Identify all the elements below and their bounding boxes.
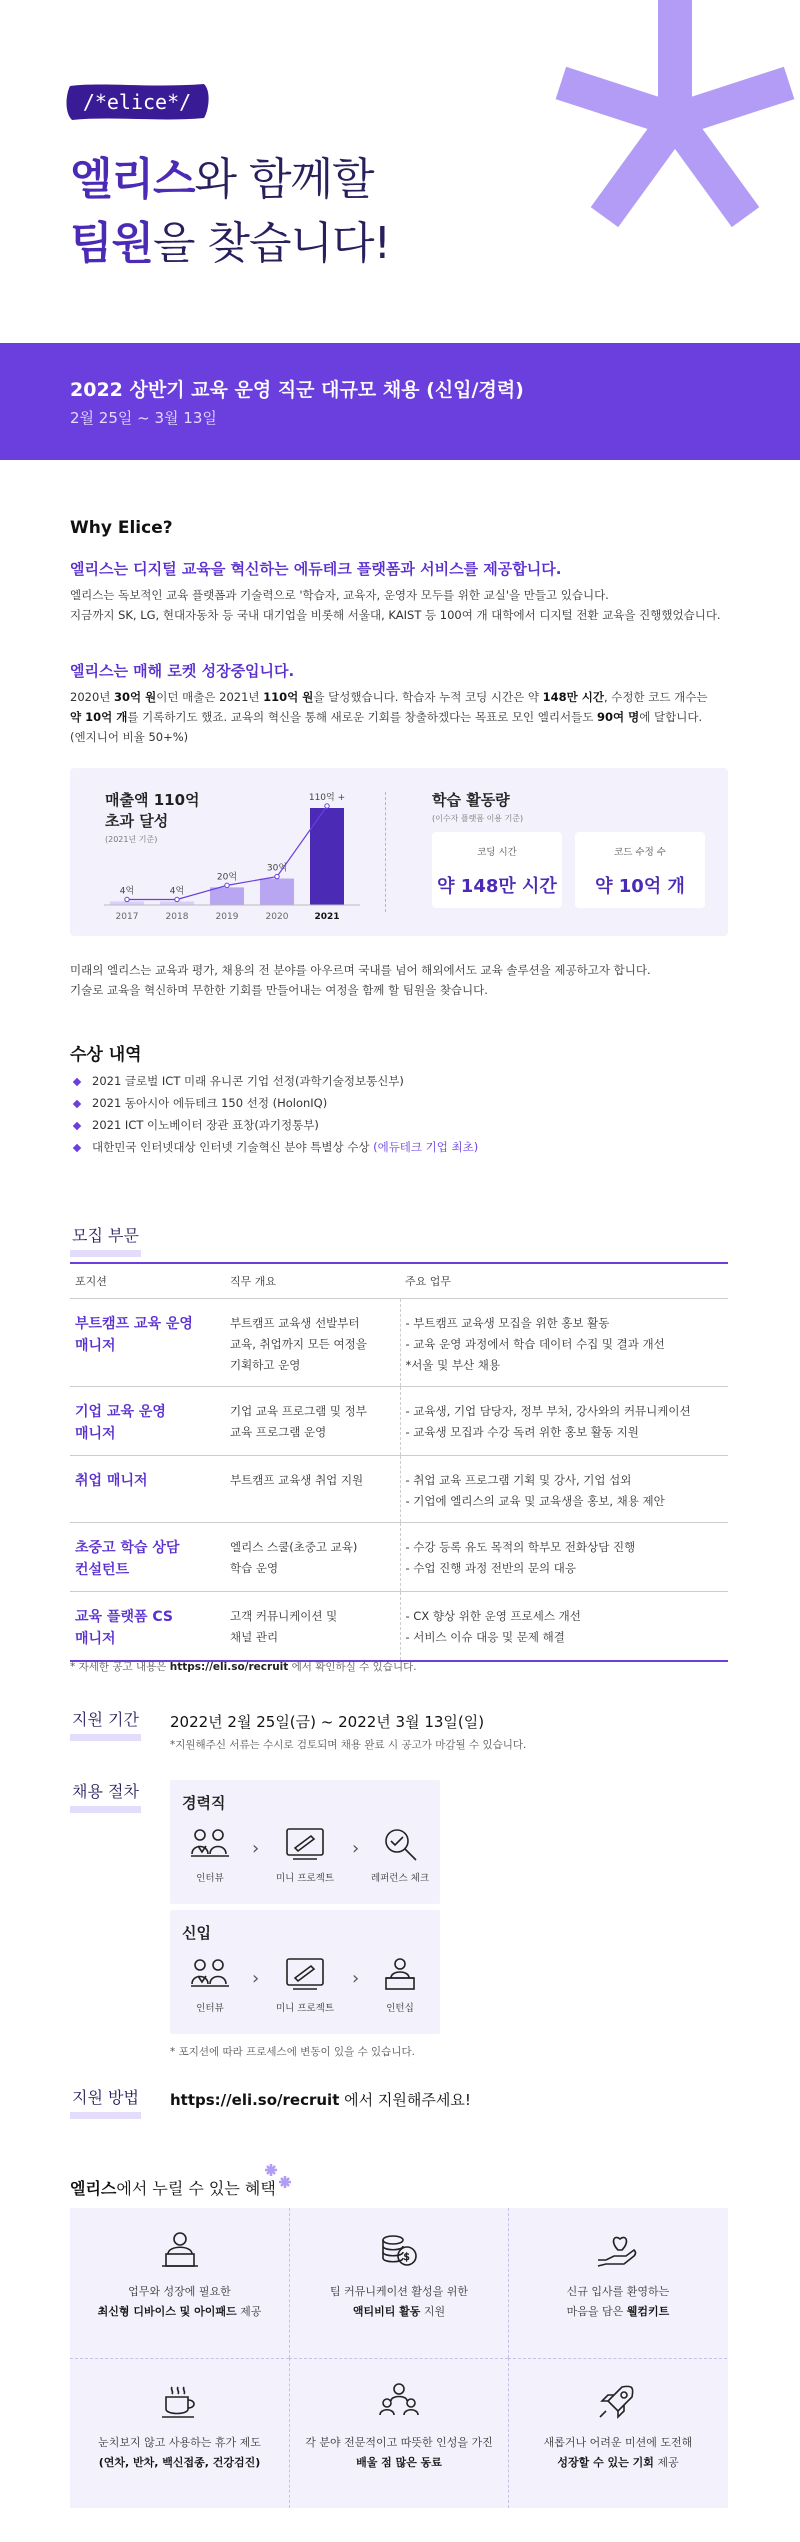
hero-title-em2: 팀원	[70, 218, 154, 269]
chart-point	[225, 883, 229, 887]
why-p2-title: 엘리스는 매해 로켓 성장중입니다.	[70, 662, 295, 680]
why-heading: Why Elice?	[70, 518, 173, 538]
chevron-right-icon: ›	[252, 1838, 260, 1859]
coding-time-box	[432, 832, 562, 908]
role-position: 기업 교육 운영 매니저	[70, 1387, 225, 1456]
award-item: 2021 글로벌 ICT 미래 유니콘 기업 선정(과학기술정보통신부)	[74, 1070, 478, 1092]
role-duties: - CX 향상 위한 운영 프로세스 개선 - 서비스 이슈 대응 및 문제 해결	[400, 1592, 728, 1662]
why-p2-body: 2020년 30억 원이던 매출은 2021년 110억 원을 달성했습니다. 학습자 누적 코딩 시간은 약 148만 시간, 수정한 코드 개수는 약 10억 개를 기록하기도 했죠. 교육의 혁신을 통해 새로운 기회를 창출하겠다는 목표로 모인 엘리서들도 90여 명에 달합니다. (엔지니어 비율 50+%)	[70, 690, 708, 744]
table-row	[70, 1387, 728, 1456]
svg-text:$: $	[403, 2252, 410, 2263]
reference-check-icon	[380, 1826, 420, 1862]
col-position: 포지션	[70, 1263, 225, 1299]
role-overview: 엘리스 스쿨(초중고 교육) 학습 운영	[225, 1523, 400, 1592]
diamond-bullet-icon	[73, 1143, 81, 1151]
chart-data-label: 30억	[266, 863, 288, 874]
chart-point	[275, 874, 279, 878]
diamond-bullet-icon	[73, 1121, 81, 1129]
hero-title-em: 엘리스	[70, 154, 195, 205]
col-duty: 주요 업무	[400, 1263, 728, 1299]
process-newcomer-title: 신입	[182, 1924, 211, 1942]
chart-tick-label: 2019	[215, 912, 239, 922]
team-icon	[377, 2381, 421, 2421]
roles-heading: 모집 부문	[70, 1226, 141, 1257]
rocket-icon	[596, 2381, 640, 2421]
table-row	[70, 1523, 728, 1592]
period-heading: 지원 기간	[70, 1710, 141, 1741]
role-duties: - 부트캠프 교육생 모집을 위한 홍보 활동 - 교육 운영 과정에서 학습 데이터 수집 및 결과 개선 *서울 및 부산 채용	[400, 1299, 728, 1387]
role-overview: 부트캠프 교육생 선발부터 교육, 취업까지 모든 여정을 기획하고 운영	[225, 1299, 400, 1387]
hero-title-rest2: 을 찾습니다!	[153, 218, 391, 269]
process-experienced-title: 경력직	[182, 1794, 226, 1812]
chevron-right-icon: ›	[352, 1838, 360, 1859]
chart-data-label: 4억	[119, 886, 135, 897]
table-row	[70, 1299, 728, 1387]
chart-tick-label: 2020	[265, 912, 289, 922]
awards-heading: 수상 내역	[70, 1045, 142, 1065]
coffee-icon	[158, 2381, 202, 2421]
diamond-bullet-icon	[73, 1077, 81, 1085]
laptop-user-icon	[158, 2230, 202, 2270]
chart-tick-label: 2021	[314, 912, 340, 922]
award-item: 2021 동아시아 에듀테크 150 선정 (HolonIQ)	[74, 1092, 478, 1114]
chart-data-label: 110억 +	[308, 793, 346, 803]
chart-point	[125, 897, 129, 901]
banner-date: 2월 25일 ~ 3월 13일	[70, 409, 217, 427]
asterisk-decoration-icon	[555, 0, 795, 230]
chart-point	[325, 804, 329, 808]
recruit-link[interactable]: https://eli.so/recruit	[169, 1661, 289, 1673]
interview-icon	[190, 1826, 230, 1862]
table-row	[70, 1456, 728, 1523]
award-item: 대한민국 인터넷대상 인터넷 기술혁신 분야 특별상 수상 (에듀테크 기업 최초)	[74, 1136, 478, 1158]
code-edit-label: 코드 수정 수	[614, 847, 666, 858]
process-heading: 채용 절차	[70, 1782, 141, 1813]
code-edit-box	[575, 832, 705, 908]
chart-tick-label: 2018	[165, 912, 189, 922]
chart-data-label: 20억	[216, 872, 238, 883]
coding-time-value: 약 148만 시간	[437, 876, 557, 897]
role-position: 부트캠프 교육 운영 매니저	[70, 1299, 225, 1387]
benefits-heading: 엘리스에서 누릴 수 있는 혜택	[70, 2179, 276, 2198]
coding-time-label: 코딩 시간	[477, 847, 517, 858]
coins-icon	[377, 2230, 421, 2270]
benefit-item: 눈치보지 않고 사용하는 휴가 제도 (연차, 반차, 백신접종, 건강검진)	[70, 2358, 289, 2508]
benefit-item: $ 팀 커뮤니케이션 활성을 위한 액티비티 활동 지원	[289, 2208, 508, 2358]
mini-project-icon	[283, 1826, 327, 1862]
role-overview: 기업 교육 프로그램 및 정부 교육 프로그램 운영	[225, 1387, 400, 1456]
revenue-sub: (2021년 기준)	[105, 835, 158, 844]
roles-table	[70, 1262, 728, 1662]
role-duties: - 취업 교육 프로그램 기획 및 강사, 기업 섭외 - 기업에 엘리스의 교육 및 교육생을 홍보, 채용 제안	[400, 1456, 728, 1523]
banner-title: 2022 상반기 교육 운영 직군 대규모 채용 (신입/경력)	[70, 379, 524, 401]
sparkle-icon	[263, 2162, 293, 2192]
mini-project-icon	[283, 1956, 327, 1992]
step-interview: 인터뷰	[170, 1826, 250, 1884]
role-position: 초중고 학습 상담 컨설턴트	[70, 1523, 225, 1592]
code-edit-value: 약 10억 개	[595, 876, 685, 897]
hero-title-rest: 와 함께할	[194, 154, 374, 205]
period-note: *지원해주신 서류는 수시로 검토되며 채용 완료 시 공고가 마감될 수 있습니다.	[170, 1739, 527, 1751]
role-overview: 부트캠프 교육생 취업 지원	[225, 1456, 400, 1523]
table-row	[70, 1592, 728, 1662]
benefit-item: 새롭거나 어려운 미션에 도전해 성장할 수 있는 기회 제공	[508, 2358, 727, 2508]
revenue-chart	[100, 780, 365, 930]
role-position: 교육 플랫폼 CS 매니저	[70, 1592, 225, 1662]
why-p1-title: 엘리스는 디지털 교육을 혁신하는 에듀테크 플랫폼과 서비스를 제공합니다.	[70, 560, 562, 578]
stats-divider	[385, 792, 386, 912]
award-list	[74, 1070, 478, 1158]
step-mini-project: 미니 프로젝트	[265, 1956, 345, 2014]
elice-logo[interactable]: /*elice*/	[82, 90, 192, 114]
chart-tick-label: 2017	[115, 912, 139, 922]
step-internship: 인턴십	[360, 1956, 440, 2014]
learn-sub: (이수자 플랫폼 이용 기준)	[432, 814, 524, 823]
revenue-title: 매출액 110억 초과 달성	[105, 791, 200, 830]
benefits-grid	[70, 2208, 728, 2508]
chart-point	[175, 897, 179, 901]
role-duties: - 수강 등록 유도 목적의 학부모 전화상담 진행 - 수업 진행 과정 전반의 문의 대응	[400, 1523, 728, 1592]
why-p1-body: 엘리스는 독보적인 교육 플랫폼과 기술력으로 '학습자, 교육자, 운영자 모두를 위한 교실'을 만들고 있습니다. 지금까지 SK, LG, 현대자동차 등 국내 대기업을 비롯해 서울대, KAIST 등 100여 개 대학에서 디지털 전환 교육을 진행했었습니다.	[70, 588, 721, 622]
closing-text: 미래의 엘리스는 교육과 평가, 채용의 전 분야를 아우르며 국내를 넘어 해외에서도 교육 솔루션을 제공하고자 합니다. 기술로 교육을 혁신하며 무한한 기회를 만들어내는 여정을 함께 할 팀원을 찾습니다.	[70, 963, 651, 997]
benefit-item: 신규 입사를 환영하는 마음을 담은 웰컴키트	[508, 2208, 727, 2358]
roles-note: * 자세한 공고 내용은 https://eli.so/recruit 에서 확인하실 수 있습니다.	[70, 1661, 417, 1673]
benefit-item: 업무와 성장에 필요한 최신형 디바이스 및 아이패드 제공	[70, 2208, 289, 2358]
col-overview: 직무 개요	[225, 1263, 400, 1299]
role-duties: - 교육생, 기업 담당자, 정부 부처, 강사와의 커뮤니케이션 - 교육생 모집과 수강 독려 위한 홍보 활동 지원	[400, 1387, 728, 1456]
step-reference-check: 레퍼런스 체크	[360, 1826, 440, 1884]
hand-heart-icon	[596, 2230, 640, 2270]
award-item: 2021 ICT 이노베이터 장관 표창(과기정통부)	[74, 1114, 478, 1136]
hero-title	[70, 148, 390, 276]
benefit-item: 각 분야 전문적이고 따뜻한 인성을 가진 배울 점 많은 동료	[289, 2358, 508, 2508]
diamond-bullet-icon	[73, 1099, 81, 1107]
process-newcomer-card	[170, 1910, 440, 2034]
chart-bar	[210, 887, 244, 905]
chevron-right-icon: ›	[352, 1968, 360, 1989]
interview-icon	[190, 1956, 230, 1992]
period-value: 2022년 2월 25일(금) ~ 2022년 3월 13일(일)	[170, 1713, 485, 1731]
learn-title: 학습 활동량	[432, 791, 510, 809]
apply-heading: 지원 방법	[70, 2088, 141, 2119]
process-note: * 포지션에 따라 프로세스에 변동이 있을 수 있습니다.	[170, 2046, 415, 2058]
chart-bar	[260, 879, 294, 905]
apply-link[interactable]: https://eli.so/recruit	[170, 2091, 340, 2109]
process-experienced-card	[170, 1780, 440, 1904]
role-overview: 고객 커뮤니케이션 및 채널 관리	[225, 1592, 400, 1662]
internship-icon	[380, 1956, 420, 1992]
step-mini-project: 미니 프로젝트	[265, 1826, 345, 1884]
apply-text: https://eli.so/recruit 에서 지원해주세요!	[170, 2091, 471, 2109]
chevron-right-icon: ›	[252, 1968, 260, 1989]
role-position: 취업 매니저	[70, 1456, 225, 1523]
chart-data-label: 4억	[169, 886, 185, 897]
step-interview: 인터뷰	[170, 1956, 250, 2014]
